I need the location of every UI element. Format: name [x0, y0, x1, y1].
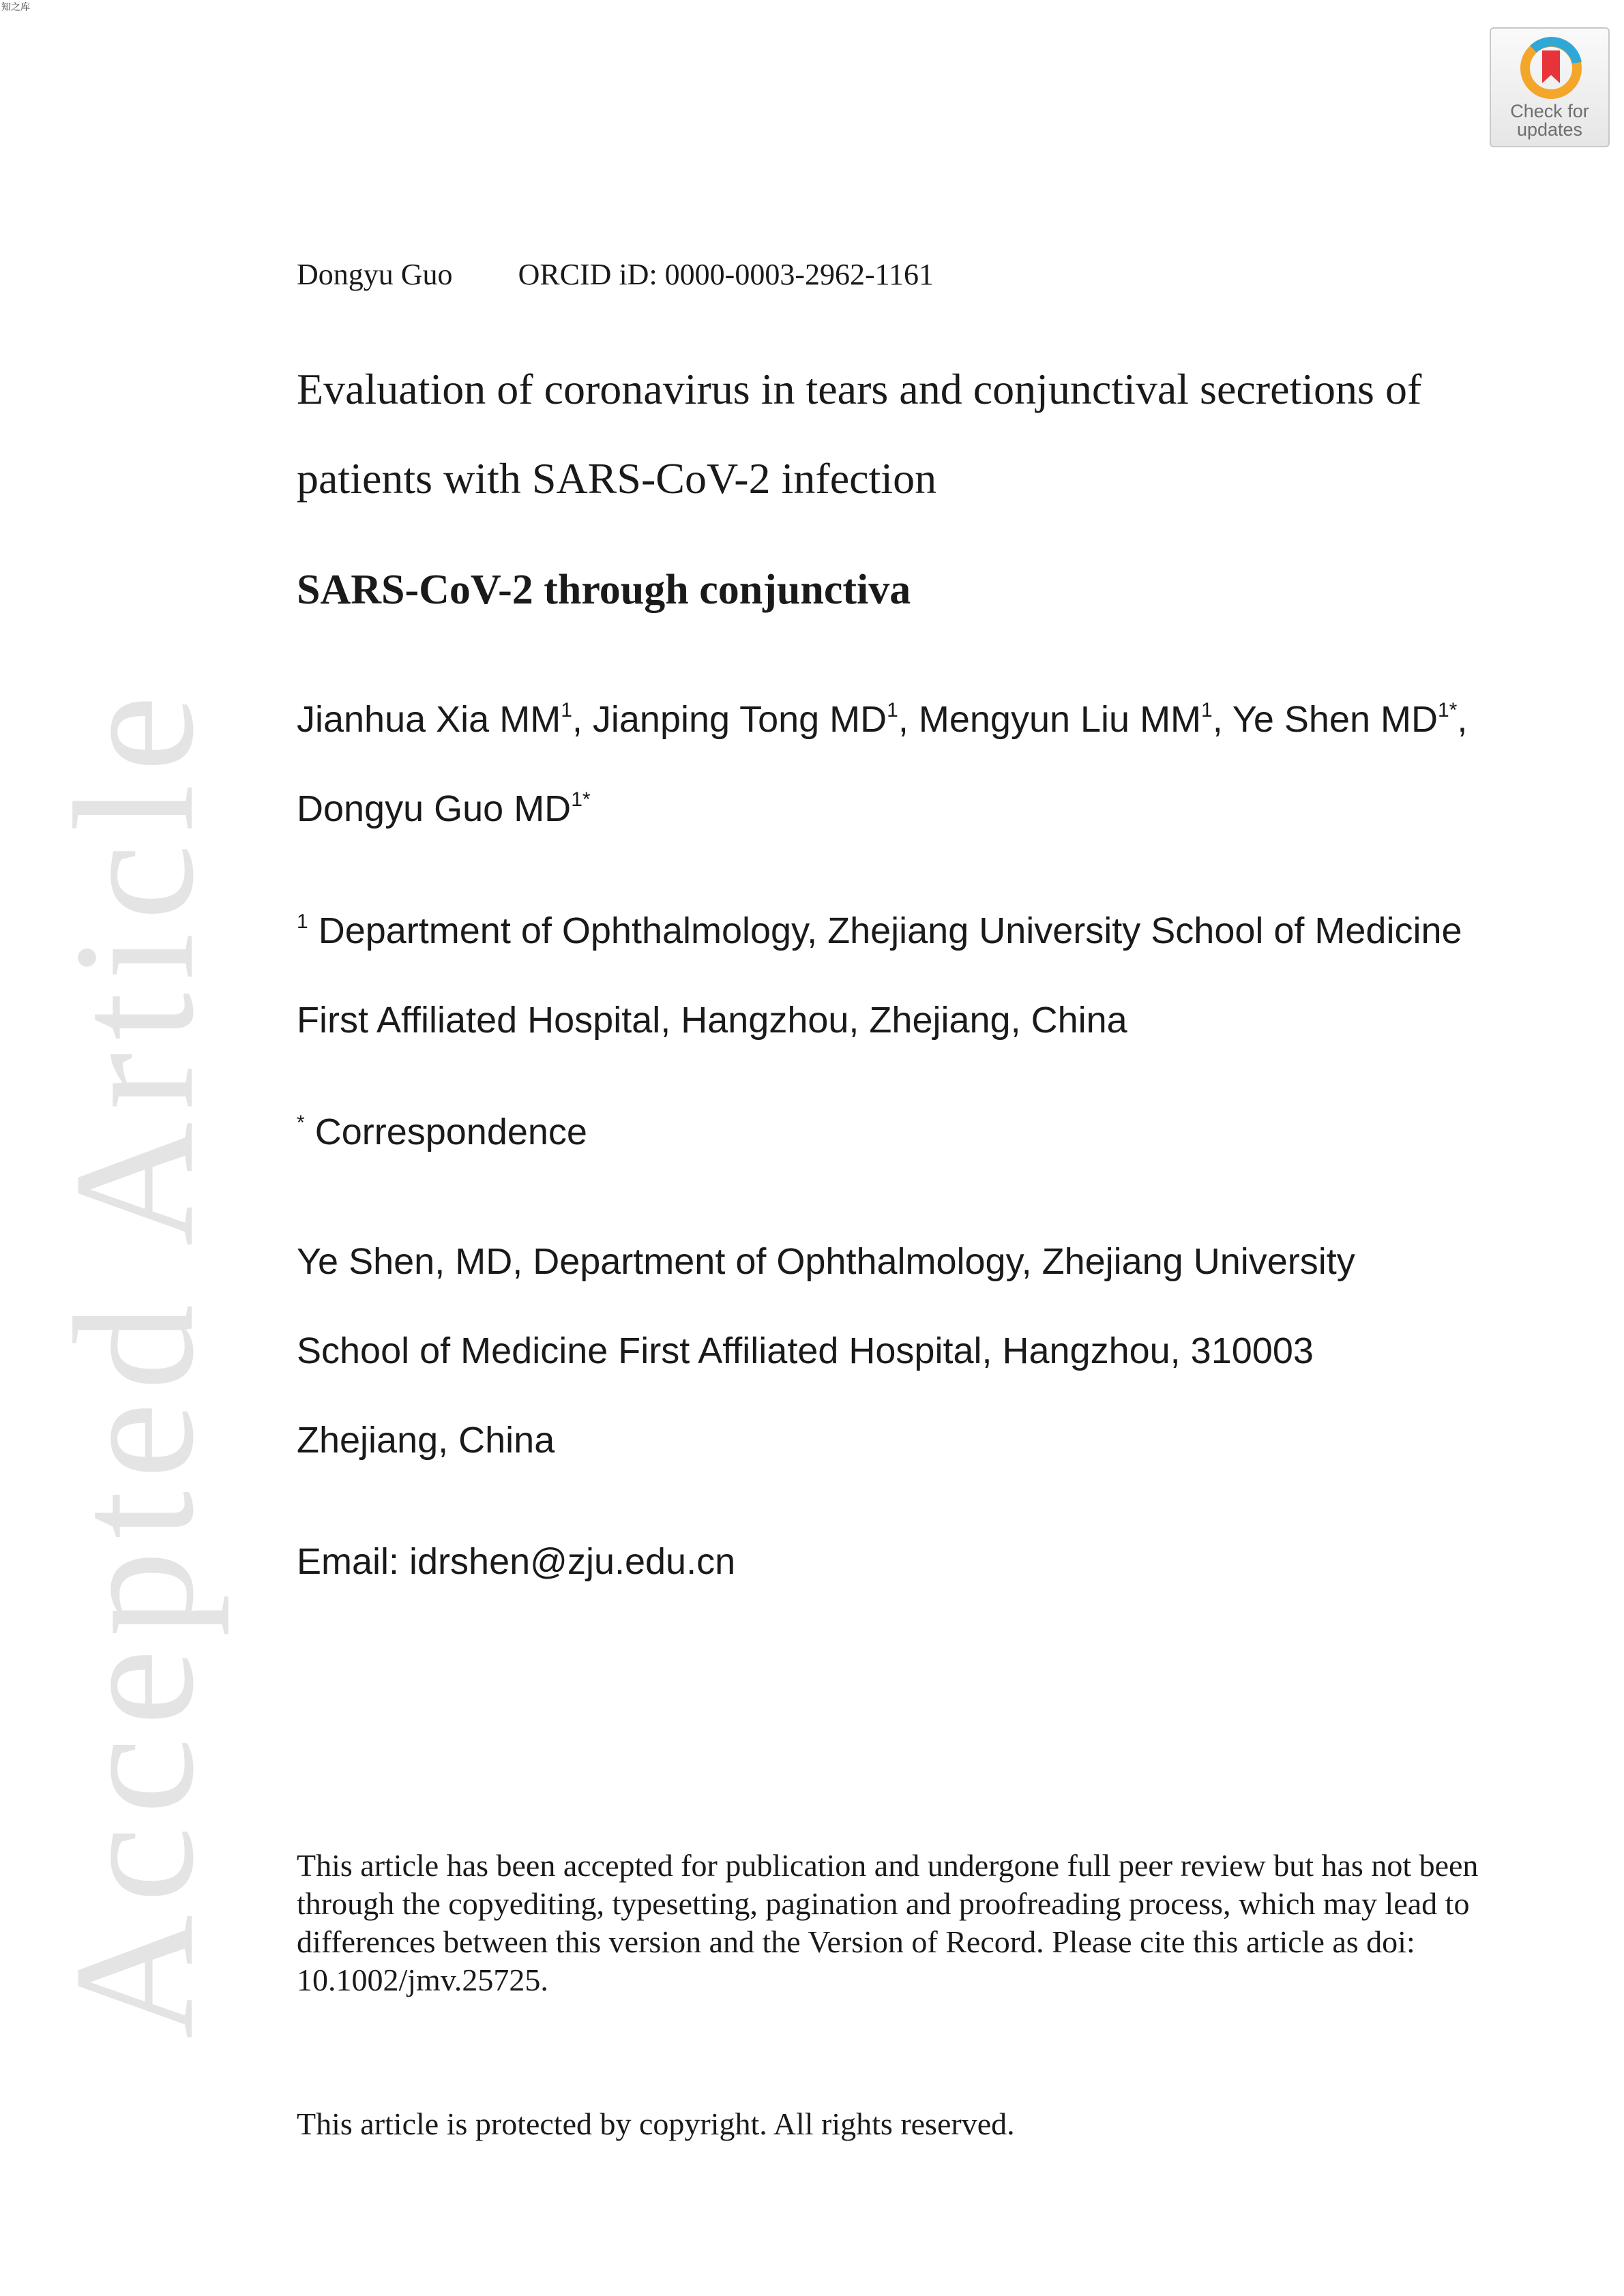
- orcid-author-name: Dongyu Guo: [297, 258, 453, 291]
- correspondence-address: Ye Shen, MD, Department of Ophthalmology, Zhejiang University School of Medicine First Affiliated Hospital, Hangzhou, 310003 Zhejiang, China: [297, 1241, 1355, 1461]
- orcid-id[interactable]: ORCID iD: 0000-0003-2962-1161: [518, 258, 934, 291]
- author: Ye Shen $MD^{1*}$,: [1232, 699, 1468, 740]
- check-for-updates-icon: [1518, 35, 1584, 101]
- check-for-updates-badge[interactable]: [1490, 27, 1610, 147]
- author: Dongyu Guo $MD^{1*}$: [297, 788, 591, 829]
- correspondence-heading: * Correspondence: [297, 1112, 587, 1152]
- accepted-article-watermark: Accepted Article: [38, 683, 229, 2039]
- author: Mengyun Liu $MM^1$,: [918, 699, 1232, 740]
- affiliation: $^1$ Department of Ophthalmology, Zhejiang University School of Medicine First Affiliated Hospital, Hangzhou, Zhejiang, China: [297, 910, 1462, 1041]
- orcid-line: [297, 254, 1456, 295]
- corner-mark: 知之库: [1, 2, 30, 13]
- acceptance-notice: This article has been accepted for publication and undergone full peer review but has not been through the copyediting, typesetting, pagination and proofreading process, which may lead to differences between this version and the Version of Record. Please cite this article as doi: 10.1002/jmv.25725.: [297, 1848, 1479, 1997]
- author: Jianping Tong $MD^1$,: [592, 699, 919, 740]
- check-for-updates-label: Check for updates: [1510, 101, 1589, 140]
- author-list: [297, 675, 1470, 854]
- correspondence-email[interactable]: Email: idrshen@zju.edu.cn: [297, 1541, 736, 1582]
- article-title: Evaluation of coronavirus in tears and conjunctival secretions of patients with SARS-CoV-2 infection: [297, 365, 1422, 503]
- running-title: SARS-CoV-2 through conjunctiva: [297, 567, 911, 613]
- author: Jianhua Xia $MM^1$,: [297, 699, 593, 740]
- copyright-notice: This article is protected by copyright. All rights reserved.: [297, 2106, 1015, 2141]
